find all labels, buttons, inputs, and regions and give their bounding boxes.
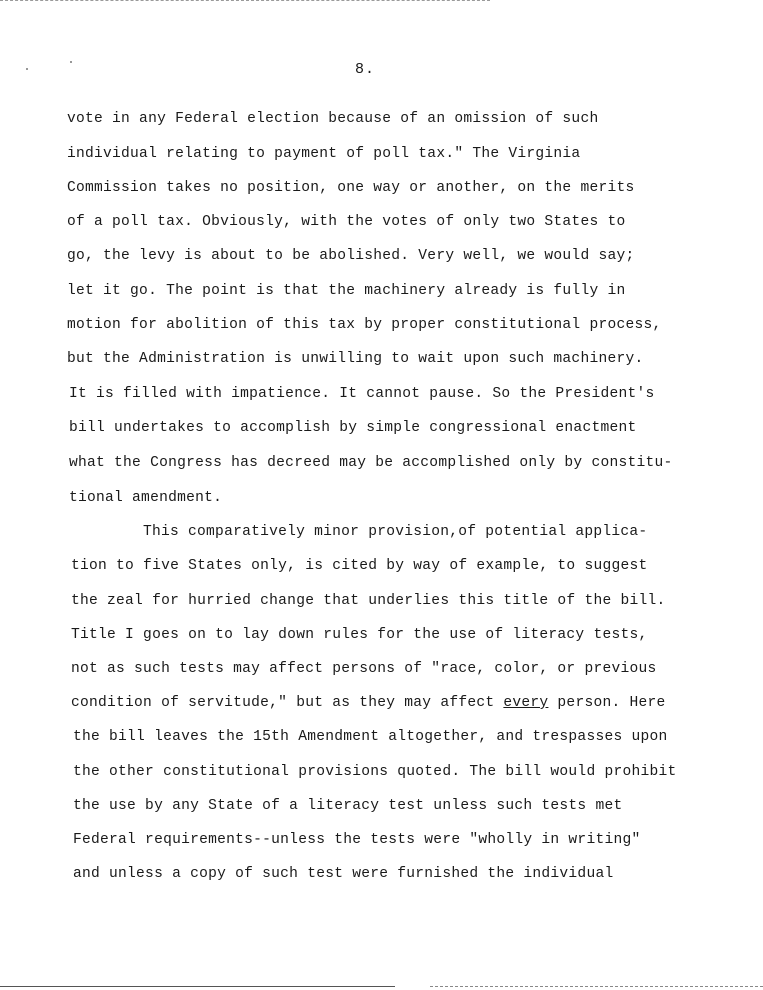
bottom-edge-rule [0, 986, 395, 987]
text-line: but the Administration is unwilling to wait upon such machinery. [67, 351, 644, 367]
text-segment: person. Here [548, 695, 666, 711]
text-line: the other constitutional provisions quoted. The bill would prohibit [73, 764, 677, 780]
scan-speck [26, 68, 28, 70]
text-line: of a poll tax. Obviously, with the votes of only two States to [67, 214, 626, 230]
text-line: bill undertakes to accomplish by simple congressional enactment [69, 420, 637, 436]
text-line: Federal requirements--unless the tests were "wholly in writing" [73, 832, 641, 848]
text-line: This comparatively minor provision,of potential applica- [143, 524, 648, 540]
text-line: what the Congress has decreed may be accomplished only by constitu- [69, 455, 673, 471]
scan-speck [70, 61, 72, 63]
text-line: and unless a copy of such test were furnished the individual [73, 866, 614, 882]
text-line: It is filled with impatience. It cannot pause. So the President's [69, 386, 655, 402]
text-line: let it go. The point is that the machinery already is fully in [67, 283, 626, 299]
top-edge-rule [0, 0, 490, 1]
text-line: Commission takes no position, one way or another, on the merits [67, 180, 635, 196]
text-line: go, the levy is about to be abolished. Very well, we would say; [67, 248, 635, 264]
text-line: the bill leaves the 15th Amendment altogether, and trespasses upon [73, 729, 668, 745]
text-line: the use by any State of a literacy test unless such tests met [73, 798, 623, 814]
text-line: vote in any Federal election because of an omission of such [67, 111, 599, 127]
text-line: Title I goes on to lay down rules for the use of literacy tests, [71, 627, 648, 643]
bottom-edge-rule-dashed [430, 986, 763, 987]
text-line: not as such tests may affect persons of "race, color, or previous [71, 661, 657, 677]
text-line: individual relating to payment of poll tax." The Virginia [67, 146, 581, 162]
text-line [71, 695, 666, 711]
page-number: 8. [355, 61, 376, 78]
text-line: tion to five States only, is cited by way of example, to suggest [71, 558, 648, 574]
text-line: the zeal for hurried change that underlies this title of the bill. [71, 593, 666, 609]
underlined-word: every [503, 695, 549, 711]
text-line: motion for abolition of this tax by proper constitutional process, [67, 317, 662, 333]
text-line: tional amendment. [69, 490, 223, 506]
text-segment: condition of servitude," but as they may affect [71, 695, 504, 711]
